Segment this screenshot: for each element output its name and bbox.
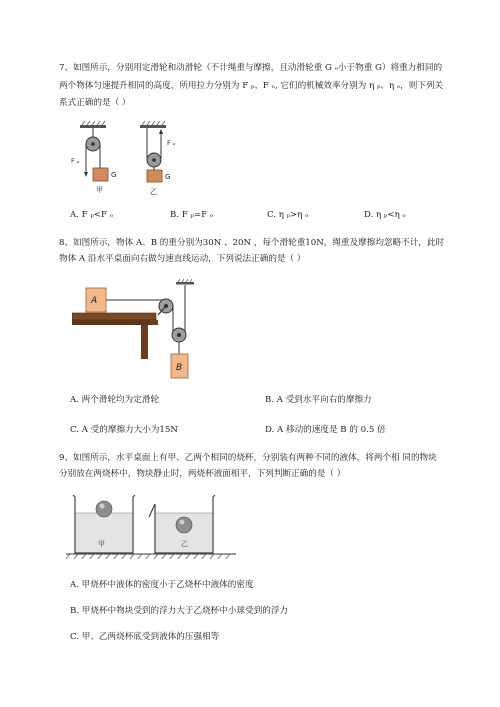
q7-stem-line-1: 7、如图所示，分别用定滑轮和动滑轮（不计绳重与摩擦，且动滑轮重 G ₒ小于物重 G）将重力相同的 (59, 63, 443, 73)
q7-option-d[interactable]: D. η ₚ<η ₒ (364, 210, 406, 220)
q9-option-b[interactable]: B. 甲烧杯中物块受到的浮力大于乙烧杯中小球受到的浮力 (70, 606, 289, 616)
q9-option-c[interactable]: C. 甲、乙两烧杯底受到液体的压强相等 (70, 632, 220, 642)
q8-option-a[interactable]: A. 两个滑轮均为定滑轮 (70, 395, 160, 405)
q7-stem-line-2: 两个物体匀速提升相同的高度，所用拉力分别为 F ₚ、F ₒ, 它们的机械效率分别为 η ₚ、η ₒ，则下列关 (59, 81, 444, 91)
q8-fig-block-b: B (176, 363, 183, 373)
q9-fig-label-left: 甲 (98, 540, 105, 548)
q7-fig-g-left: G (111, 171, 117, 179)
q9-option-a[interactable]: A. 甲烧杯中液体的密度小于乙烧杯中液体的密度 (70, 580, 254, 590)
q8-stem-line-2: 物体 A 沿水平桌面向右做匀速直线运动，下列说法正确的是（ ） (59, 254, 306, 264)
q7-fig-g-right: G (165, 173, 171, 181)
q7-fig-label-right: 乙 (150, 188, 157, 196)
q9-beaker-figure (64, 491, 240, 565)
q8-option-b[interactable]: B. A 受到水平向右的摩擦力 (265, 395, 372, 405)
q8-stem-line-1: 8、如图所示，物体 A、B 的重分别为30N 、20N ，每个滑轮重10N，绳重及摩擦均忽略不计，此时 (59, 238, 445, 248)
q7-stem-line-3: 系式正确的是（ ） (59, 98, 131, 108)
q8-table-pulley-figure (72, 279, 212, 383)
q8-fig-block-a: A (91, 296, 98, 306)
q7-option-b[interactable]: B. F ₚ=F ₒ (170, 210, 214, 220)
q9-fig-label-right: 乙 (181, 540, 188, 548)
q7-fig-force-left: F ₚ (71, 157, 80, 165)
q7-option-a[interactable]: A. F ₚ<F ₒ (70, 210, 114, 220)
q7-fig-label-left: 甲 (96, 186, 103, 194)
q7-option-c[interactable]: C. η ₚ>η ₒ (267, 210, 309, 220)
q9-stem-line-2: 分别放在两烧杯中，物块静止时，两烧杯液面相平，下列判断正确的是（ ） (59, 469, 346, 479)
q7-pulley-figure (68, 120, 198, 198)
q9-stem-line-1: 9、如图所示，水平桌面上有甲、乙两个相同的烧杯，分别装有两种不同的液体，将两个相 同的物块 (59, 453, 437, 463)
q7-fig-force-right: F ₒ (167, 139, 176, 147)
q8-option-d[interactable]: D. A 移动的速度是 B 的 0.5 倍 (265, 425, 386, 435)
q8-option-c[interactable]: C. A 受的摩擦力大小为15N (70, 425, 178, 435)
